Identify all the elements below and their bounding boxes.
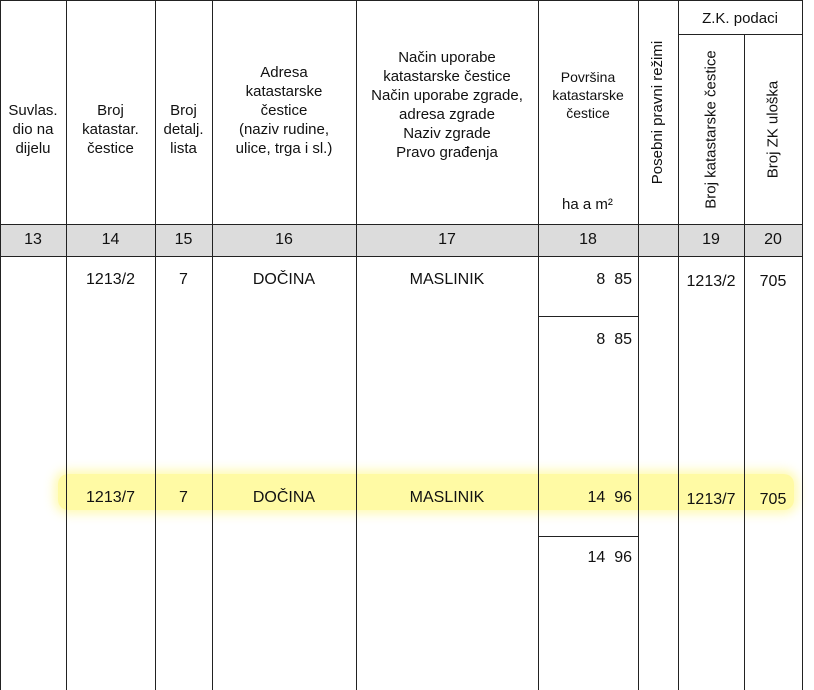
header-adresa [212,20,356,200]
row2-nacin-uporabe: MASLINIK [409,489,485,506]
header-area-units: ha a m² [562,196,613,213]
row2-povrsina: 14 96 [587,489,632,506]
row1-detalj-list: 7 [179,271,188,288]
column-number-20: 20 [764,231,782,248]
header-col16-label: Adresa katastarske čestice (naziv rudine, ulice, trga i sl.) [235,63,333,157]
header-col20-label: Broj ZK uloška [764,80,782,178]
number-band-bottom-border [0,256,802,257]
header-posebni-label: Posebni pravni režimi [649,40,667,184]
column-number-17: 17 [438,231,456,248]
column-number-13: 13 [24,231,42,248]
header-posebni-rezimi [638,0,678,224]
row1-nacin-uporabe: MASLINIK [409,271,485,288]
header-detalj-list [155,34,212,224]
header-col13-label: Suvlas. dio na dijelu [8,101,58,157]
header-col17-label: Način uporabe katastarske čestice Način uporabe zgrade, adresa zgrade Naziv zgrade Pravo građenja [371,49,523,161]
area-row1-divider [538,316,638,317]
row2-broj-cestice: 1213/7 [86,489,135,506]
header-col14-label: Broj katastar. čestice [82,101,139,157]
header-zk-ulozak [744,34,802,224]
column-number-18: 18 [579,231,597,248]
header-zk-cestica [678,34,744,224]
column-number-16: 16 [275,231,293,248]
row2-adresa: DOČINA [252,489,316,506]
row1-povrsina-total: 8 85 [596,331,632,348]
row2-zk-cestica: 1213/7 [686,491,736,508]
table-top-border [0,0,802,1]
row1-zk-ulozak: 705 [759,273,787,290]
header-broj-cestice [66,34,155,224]
row2-detalj-list: 7 [179,489,188,506]
column-number-14: 14 [101,231,120,248]
area-row2-divider [538,536,638,537]
row1-povrsina: 8 85 [596,271,632,288]
row2-povrsina-total: 14 96 [587,549,632,566]
row1-zk-cestica: 1213/2 [686,273,736,290]
header-col15-label: Broj detalj. lista [163,101,204,157]
col-border-9 [802,0,803,690]
header-nacin-uporabe [356,20,538,190]
header-povrsina [538,30,638,160]
row1-broj-cestice: 1213/2 [86,271,135,288]
header-col19-label: Broj katastarske čestice [702,49,720,209]
column-number-19: 19 [702,231,720,248]
header-suvlasnicki-dio [0,34,66,224]
column-number-15: 15 [174,231,193,248]
row2-zk-ulozak: 705 [759,491,787,508]
header-col18-label: Površina katastarske čestice [552,69,624,121]
row1-adresa: DOČINA [252,271,316,288]
header-zk-podaci: Z.K. podaci [702,9,778,27]
